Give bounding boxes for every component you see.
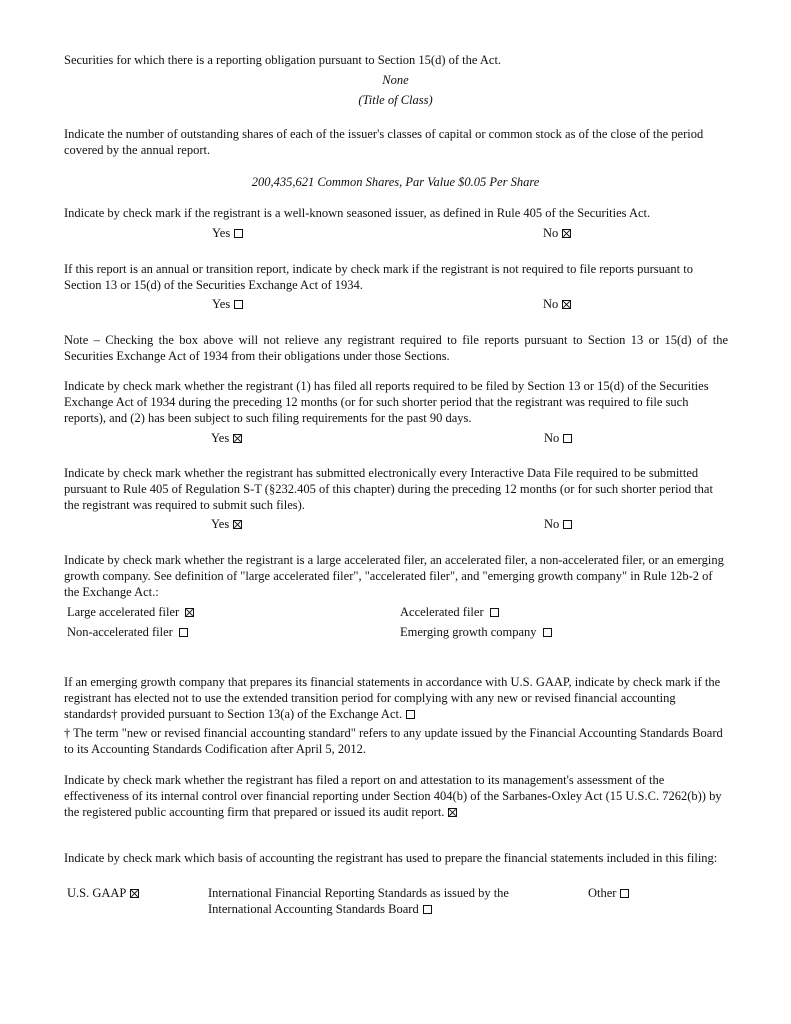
ifrs-checkbox[interactable] bbox=[423, 905, 432, 914]
filer-status-question: Indicate by check mark whether the registrant is a large accelerated filer, an accelerated filer, a non-accelerated filer, or an emerging growth company. See definition of "large accelerated filer", "accelerated filer", and "emerging growth company" in Rule 12b-2 of the Exchange Act.: bbox=[64, 553, 724, 599]
emerging-growth-option bbox=[400, 624, 552, 640]
section-15d-text: Securities for which there is a reporting obligation pursuant to Section 15(d) of the Act. bbox=[64, 53, 502, 67]
not-required-yes-checkbox[interactable] bbox=[234, 300, 243, 309]
not-required-no-checkbox[interactable] bbox=[562, 300, 571, 309]
filed-reports-question: Indicate by check mark whether the registrant (1) has filed all reports required to be filed by Section 13 or 15(d) of the Securities Exchange Act of 1934 during the preceding 12 months (or for such shorter period that the registrant was required to file such reports), and (2) has been subject to such filing requirements for the past 90 days. bbox=[64, 379, 709, 425]
large-accelerated-label: Large accelerated filer bbox=[67, 605, 180, 619]
not-required-yes-option bbox=[212, 296, 243, 312]
non-accelerated-option bbox=[67, 624, 188, 640]
note-text: Note – Checking the box above will not relieve any registrant required to file reports pursuant to Section 13 or 15(d) of the Securities Exchange Act of 1934 from their obligations under those Sections. bbox=[64, 333, 728, 363]
emerging-growth-label: Emerging growth company bbox=[400, 625, 537, 639]
no-label: No bbox=[543, 226, 559, 240]
ifrs-option bbox=[208, 885, 509, 917]
interactive-data-yes-checkbox[interactable] bbox=[233, 520, 242, 529]
not-required-question: If this report is an annual or transition report, indicate by check mark if the registrant is not required to file reports pursuant to Section 13 or 15(d) of the Securities Exchange Act of 1934. bbox=[64, 262, 693, 292]
egc-transition-text: If an emerging growth company that prepares its financial statements in accordance with U.S. GAAP, indicate by check mark if the registrant has elected not to use the extended transition period for complying with any new or revised financial accounting standards† provided pursuant to Section 13(a) of the Exchange Act. bbox=[64, 675, 721, 721]
usgaap-checkbox[interactable] bbox=[130, 889, 139, 898]
wksi-yes-checkbox[interactable] bbox=[234, 229, 243, 238]
non-accelerated-checkbox[interactable] bbox=[179, 628, 188, 637]
yes-label: Yes bbox=[212, 226, 231, 240]
other-checkbox[interactable] bbox=[620, 889, 629, 898]
yes-label: Yes bbox=[211, 517, 230, 531]
not-required-no-option bbox=[543, 296, 571, 312]
filed-reports-no-checkbox[interactable] bbox=[563, 434, 572, 443]
wksi-no-checkbox[interactable] bbox=[562, 229, 571, 238]
accelerated-option bbox=[400, 604, 499, 620]
emerging-growth-checkbox[interactable] bbox=[543, 628, 552, 637]
wksi-question: Indicate by check mark if the registrant is a well-known seasoned issuer, as defined in Rule 405 of the Securities Act. bbox=[64, 206, 651, 220]
other-option bbox=[588, 885, 629, 901]
interactive-data-question: Indicate by check mark whether the registrant has submitted electronically every Interactive Data File required to be submitted pursuant to Rule 405 of Regulation S-T (§232.405 of this chapter) during the preceding 12 months (or for such shorter period that the registrant was required to submit such files). bbox=[64, 466, 713, 512]
icfr-question bbox=[64, 772, 728, 820]
icfr-text: Indicate by check mark whether the registrant has filed a report on and attestation to its management's assessment of the effectiveness of its internal control over financial reporting under Section 404(b) of the Sarbanes-Oxley Act (15 U.S.C. 7262(b)) by the registered public accounting firm that prepared or issued its audit report. bbox=[64, 773, 722, 819]
icfr-checkbox[interactable] bbox=[448, 808, 457, 817]
section-15d-value: None bbox=[382, 73, 409, 87]
non-accelerated-label: Non-accelerated filer bbox=[67, 625, 173, 639]
no-label: No bbox=[544, 517, 560, 531]
filed-reports-yes-option bbox=[211, 430, 242, 446]
outstanding-shares-text: Indicate the number of outstanding shares of each of the issuer's classes of capital or common stock as of the close of the period covered by the annual report. bbox=[64, 127, 704, 157]
large-accelerated-option bbox=[67, 604, 194, 620]
accelerated-checkbox[interactable] bbox=[490, 608, 499, 617]
ifrs-label-line1: International Financial Reporting Standards as issued by the bbox=[208, 886, 509, 900]
no-label: No bbox=[544, 431, 560, 445]
large-accelerated-checkbox[interactable] bbox=[185, 608, 194, 617]
filed-reports-no-option bbox=[544, 430, 572, 446]
yes-label: Yes bbox=[212, 297, 231, 311]
usgaap-label: U.S. GAAP bbox=[67, 886, 127, 900]
yes-label: Yes bbox=[211, 431, 230, 445]
egc-transition-question bbox=[64, 674, 728, 722]
interactive-data-no-checkbox[interactable] bbox=[563, 520, 572, 529]
filed-reports-yes-checkbox[interactable] bbox=[233, 434, 242, 443]
egc-footnote: † The term "new or revised financial accounting standard" refers to any update issued by the Financial Accounting Standards Board to its Accounting Standards Codification after April 5, 2012. bbox=[64, 726, 723, 756]
interactive-data-yes-option bbox=[211, 516, 242, 532]
egc-transition-checkbox[interactable] bbox=[406, 710, 415, 719]
ifrs-label-line2-wrap bbox=[208, 901, 509, 917]
other-label: Other bbox=[588, 886, 617, 900]
accounting-basis-question: Indicate by check mark which basis of accounting the registrant has used to prepare the financial statements included in this filing: bbox=[64, 851, 718, 865]
ifrs-label-line2: International Accounting Standards Board bbox=[208, 902, 419, 916]
wksi-no-option bbox=[543, 225, 571, 241]
no-label: No bbox=[543, 297, 559, 311]
title-of-class-caption: (Title of Class) bbox=[358, 93, 433, 107]
interactive-data-no-option bbox=[544, 516, 572, 532]
accelerated-label: Accelerated filer bbox=[400, 605, 484, 619]
usgaap-option bbox=[67, 885, 139, 901]
outstanding-shares-value: 200,435,621 Common Shares, Par Value $0.05 Per Share bbox=[251, 175, 540, 189]
wksi-yes-option bbox=[212, 225, 243, 241]
